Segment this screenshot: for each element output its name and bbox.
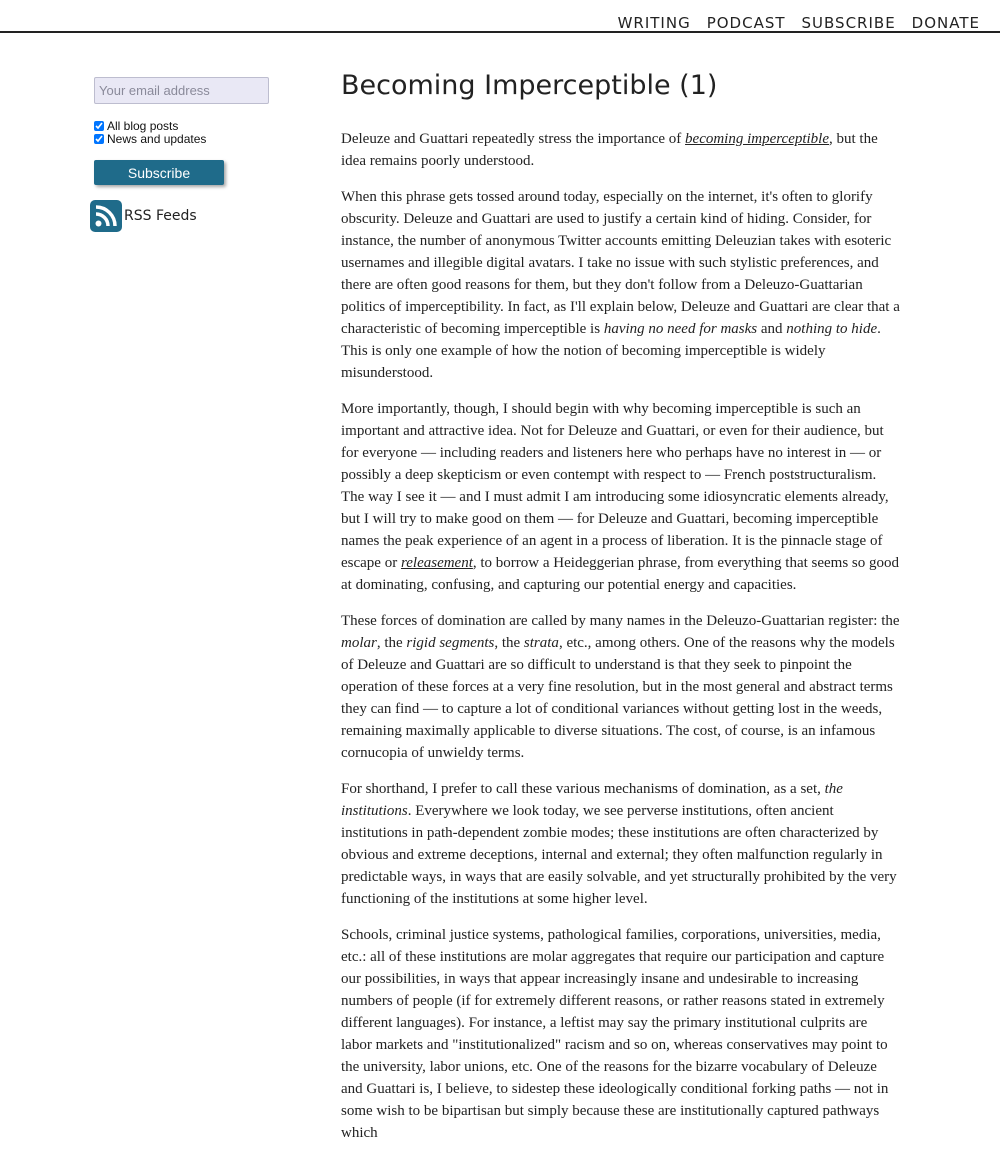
text: , the [494,635,524,651]
nav-link-writing[interactable]: WRITING [617,14,691,32]
nav-item-donate [912,13,980,32]
emphasis: rigid segments [406,635,495,651]
text: These forces of domination are called by many names in the Deleuzo-Guattarian register: the [341,613,900,629]
paragraph-2 [341,186,901,384]
becoming-imperceptible-link[interactable]: becoming imperceptible [685,131,830,147]
option-news-and-updates[interactable] [94,132,290,145]
text: , but the idea remains poorly understood. [341,131,878,169]
nav-link-podcast[interactable]: PODCAST [706,14,786,32]
paragraph-5 [341,778,901,910]
text: and [757,321,787,337]
rss-feeds-link[interactable] [90,200,290,232]
emphasis: the institutions [341,781,843,819]
main-content [341,66,901,1158]
emphasis: having no need for masks [603,321,758,337]
paragraph-1 [341,128,901,172]
text: , to borrow a Heideggerian phrase, from everything that seems so good at dominating, confusing, and capturing our potential energy and capacities. [341,555,900,593]
text: , etc., among others. One of the reasons why the models of Deleuze and Guattari are so difficult to understand is that they seek to pinpoint the operation of these forces at a very fine resolution, but in the most general and abstract terms they can find — to capture a lot of conditional variances without getting lost in the weeds, remaining maximally applicable to diverse situations. The cost, of course, is an infamous cornucopia of unwieldy terms. [341,635,895,761]
subscription-options [94,119,290,145]
releasement-link[interactable]: releasement [400,555,473,571]
text: Deleuze and Guattari repeatedly stress the importance of [341,131,686,147]
nav-menu [618,13,980,32]
emphasis: strata [523,635,559,651]
nav-item-subscribe [802,13,896,32]
emphasis: molar [341,635,377,651]
post-body [341,128,901,1144]
nav-item-podcast [707,13,786,32]
option-label: All blog posts [107,118,179,133]
option-label: News and updates [107,131,207,146]
rss-feeds-label[interactable]: RSS Feeds [124,208,197,224]
text: . Everywhere we look today, we see perverse institutions, often ancient institutions in path-dependent zombie modes; these institutions are often characterized by obvious and extreme deceptions, internal and external; they often malfunction regularly in predictable ways, in ways that are easily solvable, and yet structurally prohibited by the very functioning of the institutions at some higher level. [341,803,897,907]
text: Schools, criminal justice systems, pathological families, corporations, universities, media, etc.: all of these institutions are molar aggregates that require our participation and capture our possibilities, in ways that appear increasingly insane and undesirable to increasing numbers of people (if for extremely different reasons, or rather reasons stated in extremely different languages). For instance, a leftist may say the primary institutional culprits are labor markets and "institutionalized" racism and so on, whereas conservatives may point to the university, labor unions, etc. One of the reasons for the bizarre vocabulary of Deleuze and Guattari is, I believe, to sidestep these ideologically conditional forking paths — not in some wish to be bipartisan but simply because these are institutionally captured pathways which [341,927,889,1141]
paragraph-6 [341,924,901,1144]
top-navigation [0,0,1000,33]
nav-item-writing [618,13,691,32]
nav-link-subscribe[interactable]: SUBSCRIBE [801,14,896,32]
text: For shorthand, I prefer to call these various mechanisms of domination, as a set, [341,781,825,797]
all-blog-posts-checkbox[interactable] [94,121,104,131]
text: When this phrase gets tossed around today, especially on the internet, it's often to glorify obscurity. Deleuze and Guattari are used to justify a certain kind of hiding. Consider, for instance, the number of anonymous Twitter accounts emitting Deleuzian takes with esoteric usernames and illegible digital avatars. I take no issue with such stylistic preferences, and there are often good reasons for them, but they don't follow from a Deleuzo-Guattarian politics of imperceptibility. In fact, as I'll explain below, Deleuze and Guattari are clear that a characteristic of becoming imperceptible is [341,189,900,337]
option-all-blog-posts[interactable] [94,119,290,132]
sidebar [90,77,290,232]
nav-link-donate[interactable]: DONATE [911,14,980,32]
subscribe-button[interactable]: Subscribe [94,160,224,185]
text: More importantly, though, I should begin with why becoming imperceptible is such an important and attractive idea. Not for Deleuze and Guattari, or even for their audience, but for everyone — including readers and listeners here who perhaps have no interest in — or possibly a deep skepticism or even contempt with respect to — French poststructuralism. The way I see it — and I must admit I am introducing some idiosyncratic elements already, but I will try to make good on them — for Deleuze and Guattari, becoming imperceptible names the peak experience of an agent in a process of liberation. It is the pinnacle stage of escape or [341,401,889,571]
news-and-updates-checkbox[interactable] [94,134,104,144]
text: . This is only one example of how the notion of becoming imperceptible is widely misunderstood. [341,321,881,381]
text: , the [376,635,407,651]
emphasis: nothing to hide [786,321,878,337]
email-field[interactable] [94,77,269,104]
rss-icon[interactable] [90,200,122,232]
paragraph-3 [341,398,901,596]
paragraph-4 [341,610,901,764]
post-title: Becoming Imperceptible (1) [341,70,718,101]
